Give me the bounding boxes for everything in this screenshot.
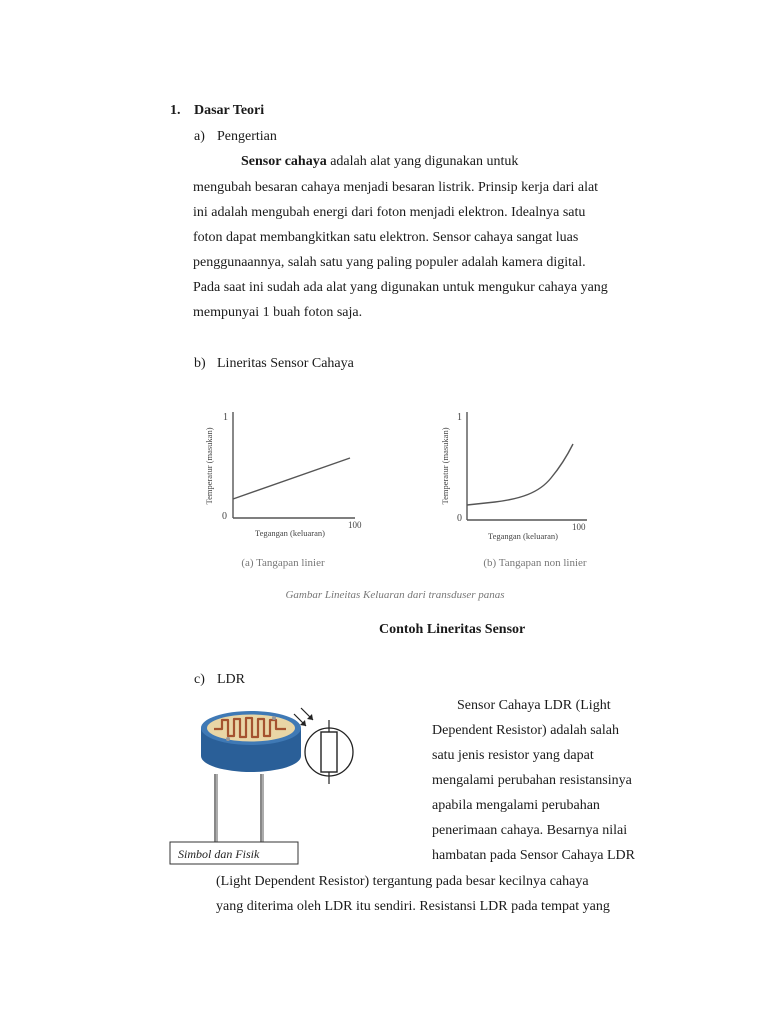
left-x-label: Tegangan (keluaran) bbox=[255, 528, 325, 538]
paragraph-a-line: Pada saat ini sudah ada alat yang digunakan untuk mengukur cahaya yang bbox=[193, 280, 608, 295]
figure-background bbox=[195, 398, 615, 608]
subsection-c-marker: c) bbox=[194, 672, 205, 687]
paragraph-a-line: foton dapat membangkitkan satu elektron. Sensor cahaya sangat luas bbox=[193, 230, 579, 245]
figure-title: Gambar Lineitas Keluaran dari transduser panas bbox=[285, 589, 505, 601]
paragraph-a-lead bbox=[241, 153, 518, 171]
subsection-b-marker: b) bbox=[194, 356, 206, 371]
left-y-label: Temperatur (masukan) bbox=[204, 427, 214, 505]
ldr-paragraph-line: yang diterima oleh LDR itu sendiri. Resistansi LDR pada tempat yang bbox=[216, 899, 610, 914]
ldr-side-line: satu jenis resistor yang dapat bbox=[432, 748, 594, 763]
linearity-figure bbox=[195, 398, 615, 608]
ldr-side-line: apabila mengalami perubahan bbox=[432, 798, 600, 813]
right-caption: (b) Tangapan non linier bbox=[483, 557, 587, 569]
right-x-end: 100 bbox=[572, 522, 586, 532]
right-y-top: 1 bbox=[457, 412, 462, 423]
ldr-schematic-symbol bbox=[294, 708, 353, 784]
left-origin: 0 bbox=[222, 511, 227, 522]
paragraph-a-line: mempunyai 1 buah foton saja. bbox=[193, 305, 363, 320]
subsection-c-heading: LDR bbox=[217, 672, 245, 687]
left-x-end: 100 bbox=[348, 520, 362, 530]
ldr-side-line: Sensor Cahaya LDR (Light bbox=[457, 698, 611, 713]
resistor-box bbox=[321, 732, 337, 772]
subsection-a-marker: a) bbox=[194, 129, 205, 144]
left-y-top: 1 bbox=[223, 412, 228, 423]
figure-label: Simbol dan Fisik bbox=[178, 847, 260, 861]
ldr-side-line: Dependent Resistor) adalah salah bbox=[432, 723, 619, 738]
ldr-side-line: hambatan pada Sensor Cahaya LDR bbox=[432, 848, 635, 863]
right-origin: 0 bbox=[457, 513, 462, 524]
figure-caption: Contoh Lineritas Sensor bbox=[379, 622, 526, 637]
right-y-label: Temperatur (masukan) bbox=[440, 427, 450, 505]
ldr-figure bbox=[166, 696, 366, 866]
section-title: Dasar Teori bbox=[194, 103, 265, 118]
ldr-side-line: mengalami perubahan resistansinya bbox=[432, 773, 632, 788]
section-number: 1. bbox=[170, 103, 181, 118]
lead-bold-term: Sensor cahaya bbox=[241, 154, 327, 169]
subsection-b-heading: Lineritas Sensor Cahaya bbox=[217, 356, 354, 371]
paragraph-a-line: penggunaannya, salah satu yang paling populer adalah kamera digital. bbox=[193, 255, 586, 270]
paragraph-a-line: ini adalah mengubah energi dari foton menjadi elektron. Idealnya satu bbox=[193, 205, 586, 220]
ldr-paragraph-line: (Light Dependent Resistor) tergantung pada besar kecilnya cahaya bbox=[216, 874, 589, 889]
right-x-label: Tegangan (keluaran) bbox=[488, 531, 558, 541]
left-caption: (a) Tangapan linier bbox=[241, 557, 325, 569]
lead-rest: adalah alat yang digunakan untuk bbox=[326, 154, 519, 169]
ldr-side-line: penerimaan cahaya. Besarnya nilai bbox=[432, 823, 628, 838]
subsection-a-heading: Pengertian bbox=[217, 129, 277, 144]
paragraph-a-line: mengubah besaran cahaya menjadi besaran listrik. Prinsip kerja dari alat bbox=[193, 180, 599, 195]
